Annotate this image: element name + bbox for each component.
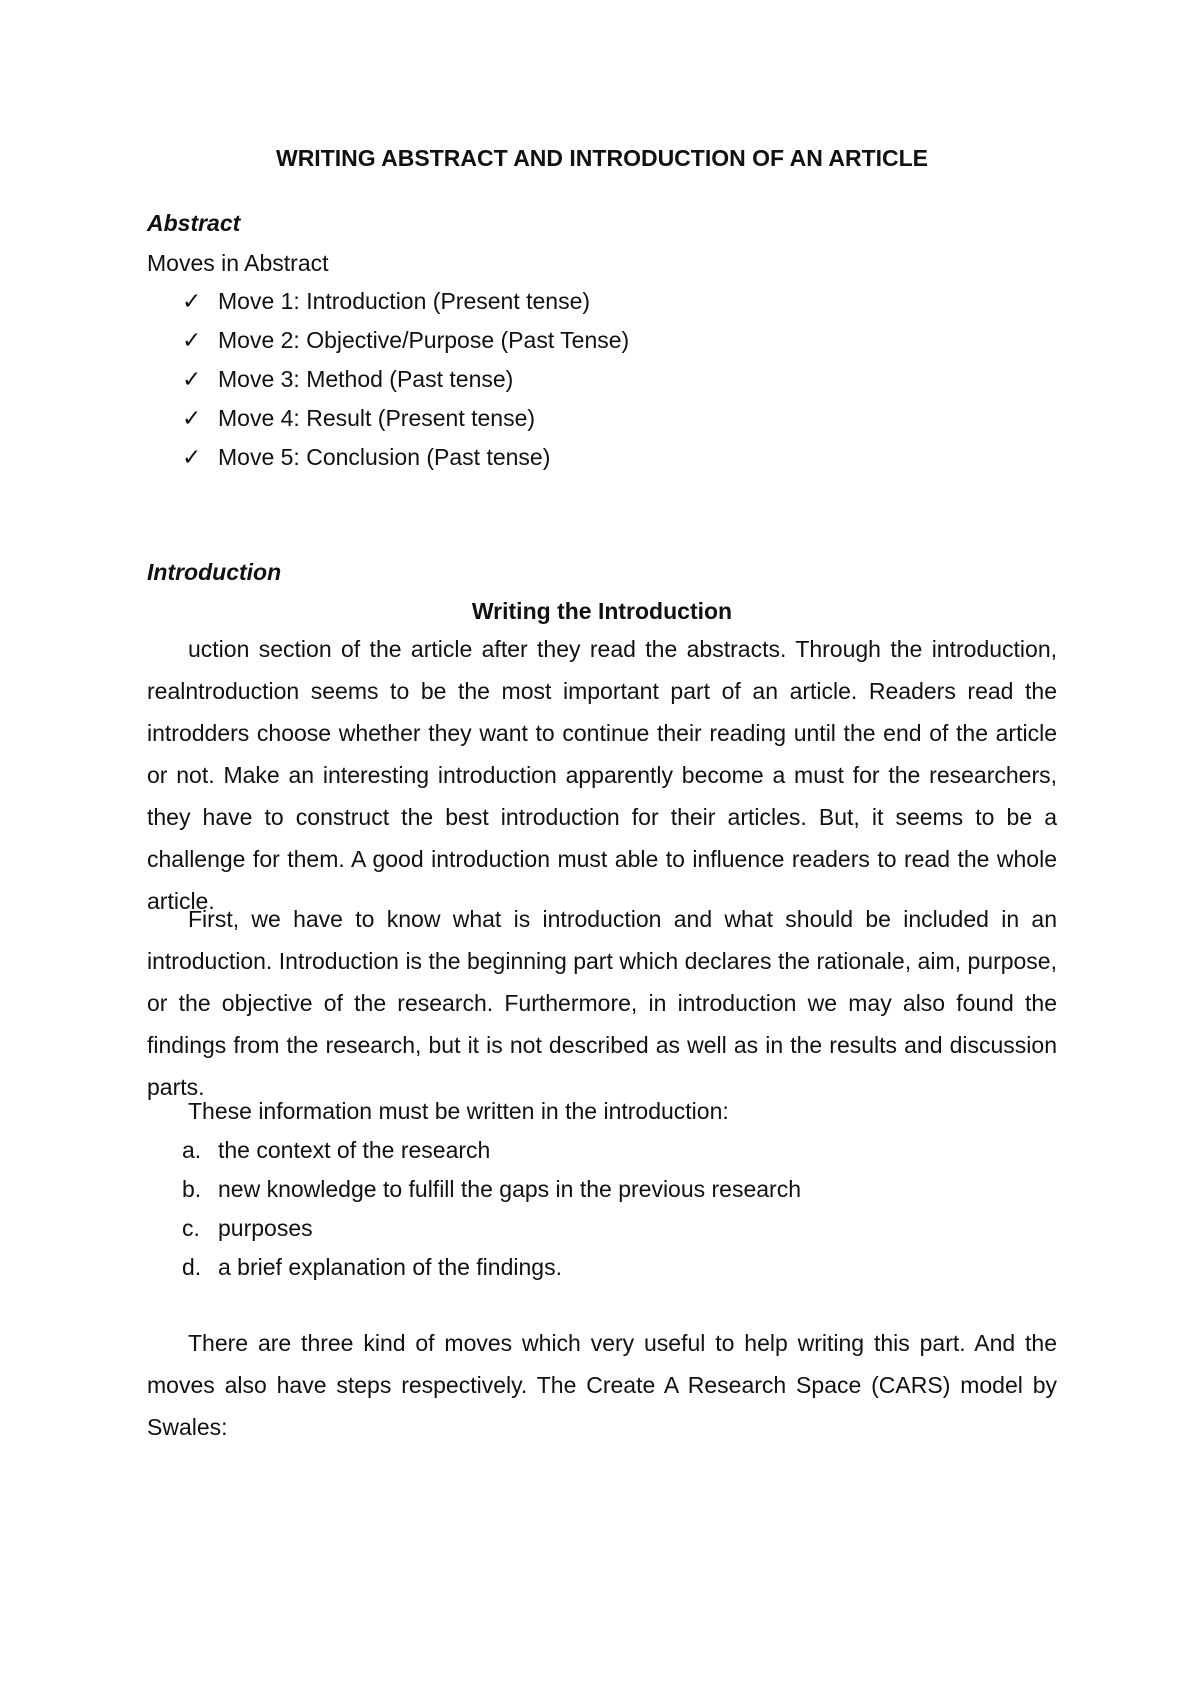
abstract-move-item (182, 364, 513, 394)
move-text: Move 3: Method (Past tense) (218, 366, 514, 392)
move-text: Move 2: Objective/Purpose (Past Tense) (218, 327, 630, 353)
list-item (182, 1213, 313, 1243)
move-text: Move 5: Conclusion (Past tense) (218, 444, 551, 470)
introduction-paragraph-3: There are three kind of moves which very useful to help writing this part. And the moves also have steps respectively. The Create A Research Space (CARS) model by Swales: (147, 1330, 1057, 1440)
move-text: Move 4: Result (Present tense) (218, 405, 536, 431)
introduction-paragraph-1: uction section of the article after they read the abstracts. Through the introduction, realntroduction seems to be the most important part of an article. Readers read the introdders choose whether they want to continue their reading until the end of the article or not. Make an interesting introduction apparently become a must for the researchers, they have to construct the best introduction for their articles. But, it seems to be a challenge for them. A good introduction must able to influence readers to read the whole article. (147, 636, 1057, 914)
list-item-text: purposes (218, 1215, 313, 1241)
checkmark-icon: ✓ (182, 366, 202, 392)
list-item (182, 1174, 801, 1204)
list-item-text: new knowledge to fulfill the gaps in the previous research (218, 1176, 802, 1202)
checkmark-icon: ✓ (182, 327, 202, 353)
abstract-heading: Abstract (147, 210, 241, 236)
move-text: Move 1: Introduction (Present tense) (218, 288, 591, 314)
list-marker: c. (182, 1215, 200, 1241)
list-marker: b. (182, 1176, 202, 1202)
list-item (182, 1135, 490, 1165)
checkmark-icon: ✓ (182, 405, 202, 431)
list-marker: d. (182, 1254, 202, 1280)
abstract-move-item (182, 325, 629, 355)
document-page (147, 0, 1057, 1698)
checkmark-icon: ✓ (182, 288, 202, 314)
introduction-subheading: Writing the Introduction (471, 598, 733, 624)
introduction-heading: Introduction (147, 559, 282, 585)
list-intro: These information must be written in the introduction: (188, 1098, 729, 1124)
list-item-text: a brief explanation of the findings. (218, 1254, 562, 1280)
checkmark-icon: ✓ (182, 444, 202, 470)
abstract-move-item (182, 442, 550, 472)
abstract-subheading: Moves in Abstract (147, 250, 329, 276)
document-title: WRITING ABSTRACT AND INTRODUCTION OF AN ARTICLE (275, 145, 929, 171)
introduction-paragraph-2: First, we have to know what is introduction and what should be included in an introduction. Introduction is the beginning part which declares the rationale, aim, purpose, or the objective of the research. Furthermore, in introduction we may also found the findings from the research, but it is not described as well as in the results and discussion parts. (147, 906, 1057, 1100)
list-item (182, 1252, 562, 1282)
abstract-move-item (182, 286, 590, 316)
list-marker: a. (182, 1137, 202, 1163)
list-item-text: the context of the research (218, 1137, 491, 1163)
abstract-move-item (182, 403, 535, 433)
